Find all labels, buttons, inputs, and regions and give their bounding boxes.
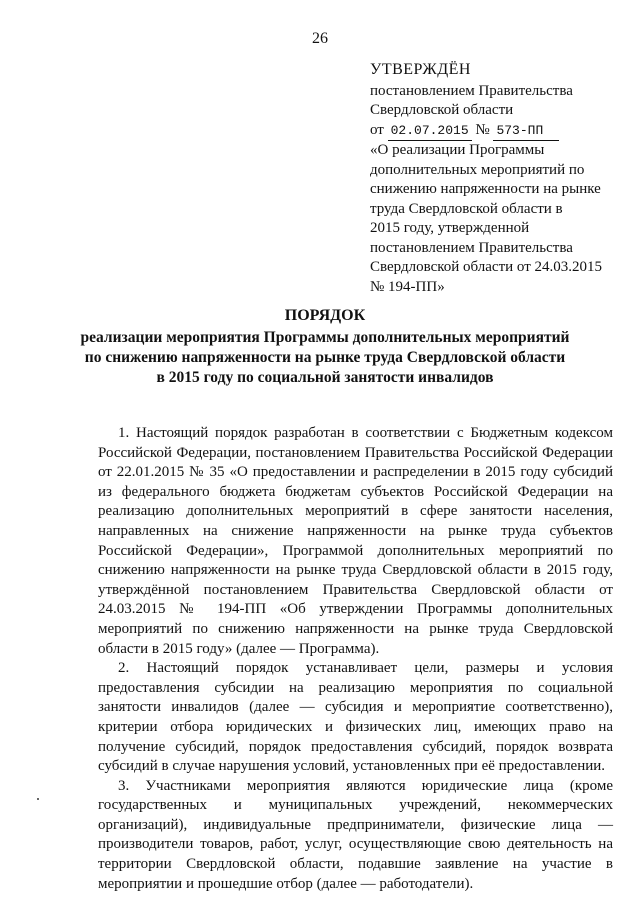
approval-title: УТВЕРЖДЁН — [370, 61, 471, 78]
date-prefix: от — [370, 121, 384, 138]
approval-line: постановлением Правительства — [370, 82, 573, 99]
document-body — [98, 424, 613, 894]
document-subtitle-line: в 2015 году по социальной занятости инвалидов — [156, 369, 494, 386]
document-title: ПОРЯДОК — [284, 307, 366, 324]
approval-line: Свердловской области — [370, 102, 514, 118]
approval-subject-line: № 194-ПП» — [370, 278, 445, 295]
paragraph-3: 3. Участниками мероприятия являются юридические лица (кроме государственных и муниципальных учреждений, некоммерческих организаций), индивидуальные предприниматели, физические лица — производители товаров, работ, услуг, осуществляющие свою деятельность на территории Свердловской области, подавшие заявление на участие в мероприятии и прошедшие отбор (далее — работодатели). — [98, 777, 613, 892]
number-prefix: № — [475, 121, 490, 138]
approval-block — [370, 60, 620, 297]
paragraph-2: 2. Настоящий порядок устанавливает цели, размеры и условия предоставления субсидии на реализацию мероприятия по социальной занятости инвалидов (далее — субсидия и мероприятие соответственно), критерии отбора юридических и физических лиц, имеющих право на получение субсидий, порядок предоставления субсидий, порядок возврата субсидий в случае нарушения условий, установленных при её предоставлении. — [98, 660, 613, 775]
approval-subject-line: Свердловской области от 24.03.2015 — [370, 259, 603, 275]
document-heading — [40, 306, 610, 388]
document-subtitle-line: по снижению напряженности на рынке труда Свердловской области — [84, 349, 566, 366]
approval-subject-line: снижению напряженности на рынке — [370, 181, 601, 197]
scan-artifact — [37, 798, 39, 800]
approval-subject-line: труда Свердловской области в — [370, 200, 563, 217]
approval-subject-line: дополнительных мероприятий по — [370, 161, 585, 178]
approval-number: 573-ПП — [493, 121, 559, 142]
approval-date: 02.07.2015 — [388, 121, 472, 142]
approval-subject-line: постановлением Правительства — [370, 239, 573, 256]
approval-subject-line: 2015 году, утвержденной — [370, 220, 530, 236]
page-number: 26 — [312, 30, 328, 47]
approval-subject-line: «О реализации Программы — [370, 142, 545, 158]
document-subtitle-line: реализации мероприятия Программы дополнительных мероприятий — [80, 329, 570, 346]
approval-date-line — [370, 121, 620, 142]
paragraph-1: 1. Настоящий порядок разработан в соответствии с Бюджетным кодексом Российской Федерации, постановлением Правительства Российской Федерации от 22.01.2015 № 35 «О предоставлении и распределении в 2015 году субсидий из федерального бюджета бюджетам субъектов Российской Федерации на реализацию дополнительных мероприятий в сфере занятости населения, направленных на снижение напряженности на рынке труда субъектов Российской Федерации», Программой дополнительных мероприятий по снижению напряженности на рынке труда Свердловской области в 2015 году, утверждённой постановлением Правительства Свердловской области от 24.03.2015 № 194-ПП «Об утверждении Программы дополнительных мероприятий по снижению напряженности на рынке труда Свердловской области в 2015 году» (далее — Программа). — [98, 425, 613, 657]
